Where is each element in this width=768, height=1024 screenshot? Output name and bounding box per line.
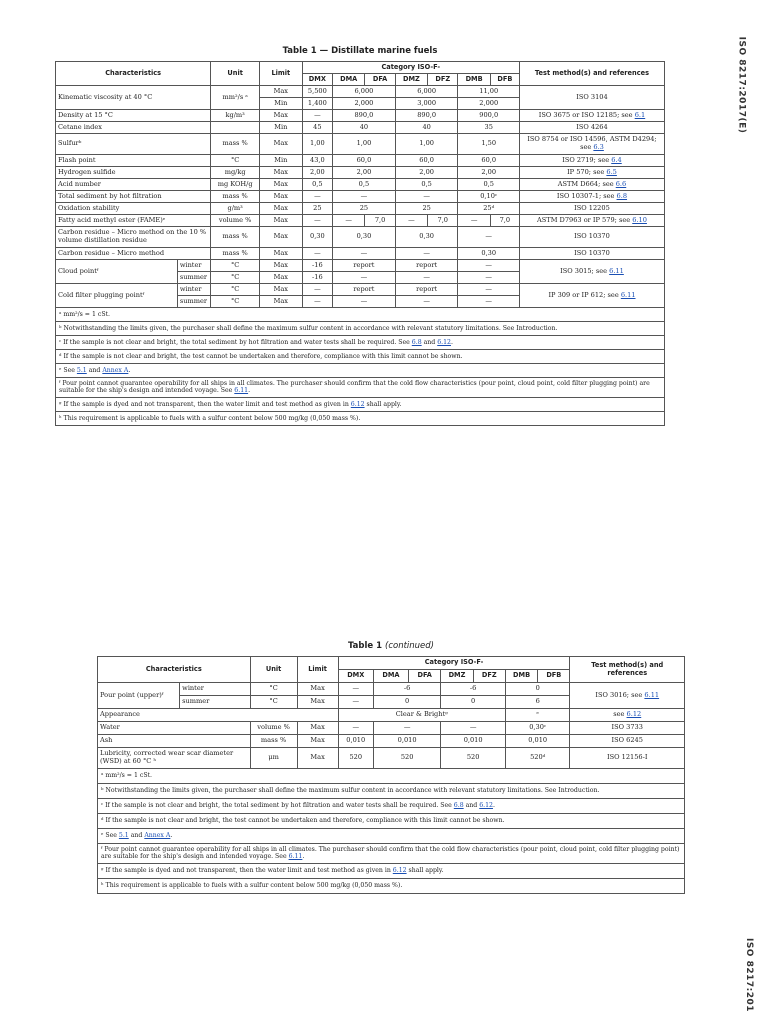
clause-link[interactable]: 6.12 [626, 710, 642, 719]
clause-link[interactable]: 6.1 [634, 110, 646, 119]
clause-link[interactable]: 6.8 [453, 802, 464, 810]
table-1-caption: Table 1 — Distillate marine fuels [282, 46, 438, 56]
clause-link[interactable]: 6.11 [609, 266, 624, 275]
footnote-row: ᵍ If the sample is dyed and not transparent, then the water limit and test method as given in 6.12 shall apply. [56, 397, 665, 411]
grade-dmx: DMX [302, 74, 332, 86]
footnote-row: ᵃ mm²/s = 1 cSt. [56, 308, 665, 322]
footnote-row: ᵈ If the sample is not clear and bright, the test cannot be undertaken and therefore, compliance with this limit cannot be shown. [98, 814, 685, 829]
footnote-row: ʰ This requirement is applicable to fuels with a sulfur content below 500 mg/kg (0,050 mass %). [56, 411, 665, 425]
table-row: Carbon residue – Micro method on the 10 % volume distillation residue mass % Max 0,30 0,30 0,30 — ISO 10370 [56, 227, 665, 248]
table-row: Pour point (upper)ᶠ winter °C Max — -6 -6 0 ISO 3016; see 6.11 [98, 683, 685, 696]
table-row: Acid number mg KOH/g Max 0,5 0,5 0,5 0,5 ASTM D664; see 6.6 [56, 179, 665, 191]
footnote-row: ᶜ If the sample is not clear and bright, the total sediment by hot filtration and water tests shall be required. See 6.8 and 6.12. [98, 799, 685, 814]
grade-dmb: DMB [505, 670, 537, 683]
footnote-row: ᶠ Pour point cannot guarantee operability for all ships in all climates. The purchaser should confirm that the cold flow characteristics (pour point, cloud point, cold filter plugging point) are suitable for the ship's design and intended voyage. See 6.11. [98, 844, 685, 864]
header-row [56, 62, 665, 74]
clause-link[interactable]: 6.11 [234, 387, 249, 395]
footnote-row: ᵇ Notwithstanding the limits given, the purchaser shall define the maximum sulfur content in accordance with relevant statutory limitations. See Introduction. [56, 322, 665, 336]
clause-link[interactable]: 6.12 [479, 802, 493, 810]
clause-link[interactable]: 6.3 [593, 143, 604, 151]
table-row: Water volume % Max — — — 0,30ᶜ ISO 3733 [98, 722, 685, 735]
footnote-row: ᵉ See 5.1 and Annex A. [56, 364, 665, 378]
grade-dfz: DFZ [473, 670, 505, 683]
clause-link[interactable]: 6.11 [620, 290, 636, 299]
table-row: summer °C Max — 0 0 6 [98, 696, 685, 709]
table-row: Flash point °C Min 43,0 60,0 60,0 60,0 ISO 2719; see 6.4 [56, 155, 665, 167]
header-unit: Unit [211, 62, 260, 86]
clause-link[interactable]: 5.1 [76, 366, 87, 374]
table-1-continued-section [97, 641, 685, 894]
table-row: Cold filter plugging pointᶠ winter °C Max — report report — IP 309 or IP 612; see 6.11 [56, 284, 665, 296]
header-characteristics: Characteristics [56, 62, 211, 86]
clause-link[interactable]: 5.1 [118, 832, 129, 840]
grade-dfa: DFA [365, 74, 395, 86]
header-unit: Unit [250, 657, 297, 683]
document-id-label-bottom: ISO 8217:201 [743, 937, 754, 1013]
footnote-row: ᵍ If the sample is dyed and not transparent, then the water limit and test method as given in 6.12 shall apply. [98, 863, 685, 878]
table-row: Density at 15 °C kg/m³ Max — 890,0 890,0 900,0 ISO 3675 or ISO 12185; see 6.1 [56, 110, 665, 122]
table-row: Cetane index Min 45 40 40 35 ISO 4264 [56, 122, 665, 134]
clause-link[interactable]: 6.12 [350, 400, 365, 408]
document-id-label: ISO 8217:2017(E) [736, 36, 747, 134]
table-row: Lubricity, corrected wear scar diameter (WSD) at 60 °C ʰ μm Max 520 520 520 520ᵈ ISO 12156-I [98, 748, 685, 769]
table-1 [55, 61, 665, 426]
clause-link[interactable]: 6.4 [611, 155, 622, 164]
header-test-method: Test method(s) and references [570, 657, 685, 683]
table-1-section [55, 46, 665, 426]
table-row: Sulfurᵇ mass % Max 1,00 1,00 1,00 1,50 ISO 8754 or ISO 14596, ASTM D4294; see 6.3 [56, 134, 665, 155]
grade-dfb: DFB [538, 670, 570, 683]
table-row: Kinematic viscosity at 40 °C mm²/s ᵃ Max 5,500 6,000 6,000 11,00 ISO 3104 [56, 86, 665, 98]
annex-link[interactable]: Annex A [102, 366, 129, 374]
clause-link[interactable]: 6.12 [437, 338, 451, 346]
clause-link[interactable]: 6.6 [615, 179, 627, 188]
clause-link[interactable]: 6.11 [644, 690, 660, 699]
clause-link[interactable]: 6.12 [392, 867, 407, 875]
footnote-row: ᵈ If the sample is not clear and bright, the test cannot be undertaken and therefore, compliance with this limit cannot be shown. [56, 350, 665, 364]
header-limit: Limit [260, 62, 303, 86]
table-row: summer °C Max -16 — — — [56, 272, 665, 284]
table-1-continued-caption: Table 1 (continued) [347, 641, 435, 651]
table-row: Cloud pointᶠ winter °C Max -16 report report — ISO 3015; see 6.11 [56, 260, 665, 272]
header-row [98, 657, 685, 670]
table-1-continued [97, 656, 685, 894]
clause-link[interactable]: 6.8 [616, 191, 628, 200]
table-row: Appearance Clear & Brightᵍ ᵉ see 6.12 [98, 709, 685, 722]
table-row: Total sediment by hot filtration mass % Max — — — 0,10ᶜ ISO 10307-1; see 6.8 [56, 191, 665, 203]
grade-dmz: DMZ [441, 670, 473, 683]
footnote-row: ᵉ See 5.1 and Annex A. [98, 829, 685, 844]
footnote-row: ᵃ mm²/s = 1 cSt. [98, 769, 685, 784]
header-limit: Limit [297, 657, 338, 683]
grade-dmx: DMX [338, 670, 373, 683]
grade-dmb: DMB [458, 74, 490, 86]
footnote-row: ᵇ Notwithstanding the limits given, the purchaser shall define the maximum sulfur content in accordance with relevant statutory limitations. See Introduction. [98, 784, 685, 799]
footnote-row: ᶜ If the sample is not clear and bright, the total sediment by hot filtration and water tests shall be required. See 6.8 and 6.12. [56, 336, 665, 350]
grade-dfz: DFZ [428, 74, 458, 86]
grade-dma: DMA [373, 670, 408, 683]
clause-link[interactable]: 6.8 [411, 338, 422, 346]
table-row: Min 1,400 2,000 3,000 2,000 [56, 98, 665, 110]
table-row: Carbon residue – Micro method mass % Max — — — 0,30 ISO 10370 [56, 248, 665, 260]
header-characteristics: Characteristics [98, 657, 251, 683]
table-row: summer °C Max — — — — [56, 296, 665, 308]
grade-dfa: DFA [409, 670, 441, 683]
grade-dma: DMA [333, 74, 365, 86]
clause-link[interactable]: 6.5 [606, 167, 617, 176]
header-test-method: Test method(s) and references [519, 62, 664, 86]
header-category: Category ISO-F- [338, 657, 570, 670]
clause-link[interactable]: 6.10 [632, 215, 647, 224]
table-row: Hydrogen sulfide mg/kg Max 2,00 2,00 2,00 2,00 IP 570; see 6.5 [56, 167, 665, 179]
table-row: Oxidation stability g/m³ Max 25 25 25 25ᵈ ISO 12205 [56, 203, 665, 215]
annex-link[interactable]: Annex A [144, 832, 171, 840]
grade-dmz: DMZ [395, 74, 427, 86]
table-row: Ash mass % Max 0,010 0,010 0,010 0,010 ISO 6245 [98, 735, 685, 748]
clause-link[interactable]: 6.11 [288, 853, 303, 861]
grade-dfb: DFB [490, 74, 519, 86]
table-row: Fatty acid methyl ester (FAME)ᵉ volume % Max — — 7,0 — 7,0 — 7,0 ASTM D7963 or IP 579; see 6.10 [56, 215, 665, 227]
footnote-row: ᶠ Pour point cannot guarantee operability for all ships in all climates. The purchaser should confirm that the cold flow characteristics (pour point, cloud point, cold filter plugging point) are suitable for the ship's design and intended voyage. See 6.11. [56, 378, 665, 398]
header-category: Category ISO-F- [302, 62, 519, 74]
footnote-row: ʰ This requirement is applicable to fuels with a sulfur content below 500 mg/kg (0,050 mass %). [98, 878, 685, 893]
